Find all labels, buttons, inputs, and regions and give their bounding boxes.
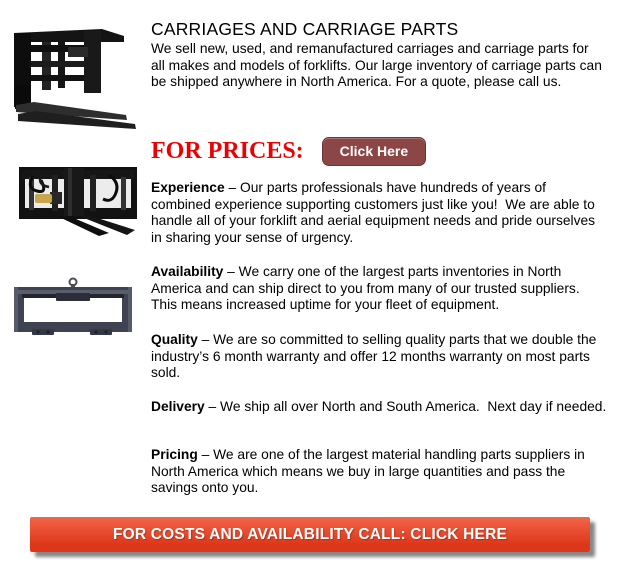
carriage-frame-graphic <box>12 277 134 337</box>
section-experience <box>151 180 609 246</box>
fork-positioner-graphic <box>5 167 139 237</box>
section-availability-heading: Availability <box>151 264 224 279</box>
section-pricing <box>151 447 609 497</box>
carriage-frame-image <box>12 277 134 337</box>
section-quality <box>151 332 609 382</box>
page-title: CARRIAGES AND CARRIAGE PARTS <box>151 19 459 39</box>
section-availability-body: – We carry one of the largest parts inventories in North America and can ship direct to you from many of our trusted suppliers. This means increased uptime for your fleet of equipment. <box>151 264 584 313</box>
carriage-with-forks-image <box>6 25 138 129</box>
fork-positioner-image <box>5 167 139 237</box>
section-delivery <box>151 399 609 416</box>
bottom-cta-banner[interactable]: FOR COSTS AND AVAILABILITY CALL: CLICK HERE <box>30 517 590 552</box>
section-quality-body: – We are so committed to selling quality parts that we double the industry’s 6 month warranty and offer 12 months warranty on most parts sold. <box>151 332 601 381</box>
section-delivery-heading: Delivery <box>151 399 205 414</box>
prices-row <box>151 136 611 166</box>
section-experience-heading: Experience <box>151 180 225 195</box>
section-pricing-body: – We are one of the largest material handling parts suppliers in North America which means we buy in large quantities and pass the savings onto you. <box>151 447 589 496</box>
section-pricing-heading: Pricing <box>151 447 198 462</box>
section-quality-heading: Quality <box>151 332 198 347</box>
carriage-with-forks-graphic <box>6 25 138 129</box>
section-delivery-body: – We ship all over North and South America. Next day if needed. <box>204 399 607 414</box>
prices-click-here-button[interactable]: Click Here <box>322 137 426 166</box>
section-availability <box>151 264 609 314</box>
for-prices-label: FOR PRICES: <box>151 137 304 164</box>
section-experience-body: – Our parts professionals have hundreds of years of combined experience supporting customers just like you! We are able to handle all of your forklift and aerial equipment needs and pride ourselves in sharing your sense of urgency. <box>151 180 599 245</box>
intro-paragraph: We sell new, used, and remanufactured carriages and carriage parts for all makes and models of forklifts. Our large inventory of carriage parts can be shipped anywhere in North America. For a quote, please call us. <box>151 41 606 90</box>
